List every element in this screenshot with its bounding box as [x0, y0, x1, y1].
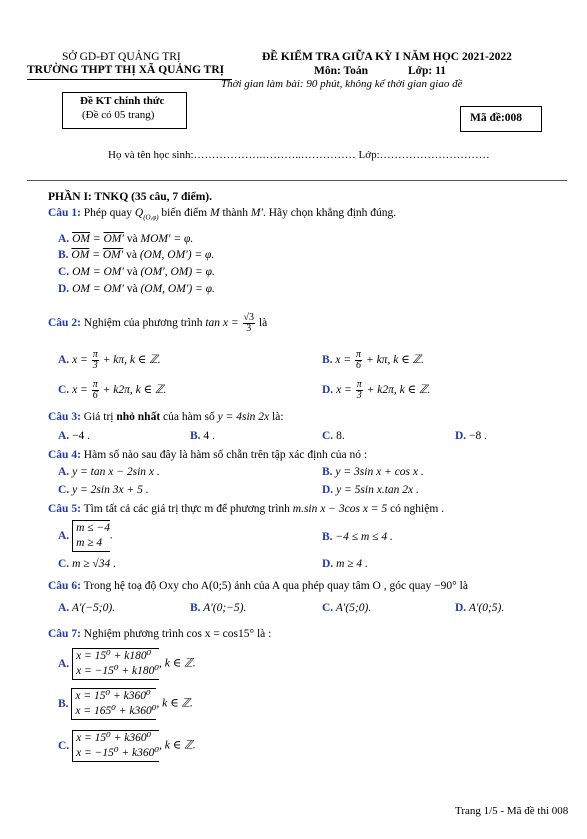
- q6-option-b: B. A′(0;−5).: [190, 602, 247, 614]
- q4-option-d: D. y = 5sin x.tan 2x .: [322, 484, 419, 496]
- question-4: Câu 4: Hàm số nào sau đây là hàm số chẵn trên tập xác định của nó :: [48, 449, 368, 461]
- question-1: [48, 207, 396, 221]
- part-title: PHẦN I: TNKQ (35 câu, 7 điểm).: [48, 191, 212, 203]
- school-underline: [27, 79, 232, 80]
- question-6: Câu 6: Trong hệ toạ độ Oxy cho A(0;5) ảnh của A qua phép quay tâm O , góc quay −90° là: [48, 580, 468, 592]
- q1-label: Câu 1:: [48, 207, 81, 219]
- q4-option-a: A. y = tan x − 2sin x .: [58, 466, 160, 478]
- grade: Lớp: 11: [408, 65, 447, 77]
- exam-code: Mã đề:008: [470, 112, 523, 124]
- q4-option-c: C. y = 2sin 3x + 5 .: [58, 484, 149, 496]
- subject: Môn: Toán: [314, 65, 369, 77]
- q1-point-m: M: [209, 207, 220, 219]
- q5-option-d: D. m ≥ 4 .: [322, 558, 368, 570]
- official-label: Đề KT chính thức: [80, 95, 165, 107]
- q7-option-a: A. x = 15⁰ + k180⁰ x = −15⁰ + k180⁰, k ∈ ℤ.: [58, 648, 196, 680]
- exam-time: Thời gian làm bài: 90 phút, không kể thời gian giao đề: [221, 78, 463, 90]
- question-5: Câu 5: Tìm tất cả các giá trị thực m để phương trình m.sin x − 3cos x = 5 có nghiệm .: [48, 503, 445, 515]
- q2-option-a: A. x = $\frac{\pi}{3}$ + kπ, k ∈ ℤ.: [58, 349, 161, 371]
- exam-title: ĐỀ KIỂM TRA GIỮA KỲ I NĂM HỌC 2021-2022: [262, 51, 512, 63]
- student-info-line: Họ và tên học sinh:……………….………..…………… Lớp:…………………………: [108, 149, 490, 161]
- page-footer: Trang 1/5 - Mã đề thi 008: [455, 805, 569, 817]
- q6-option-c: C. A′(5;0).: [322, 602, 372, 614]
- q5-option-a: A. m ≤ −4 m ≥ 4.: [58, 520, 113, 552]
- q1-point-m-prime: M′: [250, 207, 263, 219]
- question-3: Câu 3: Giá trị nhỏ nhất của hàm số y = 4sin 2x là:: [48, 411, 284, 423]
- question-7: Câu 7: Nghiệm phương trình cos x = cos15° là :: [48, 628, 272, 640]
- q6-option-d: D. A′(0;5).: [455, 602, 505, 614]
- q1-text-a: Phép quay: [83, 207, 133, 219]
- q6-option-a: A. A′(−5;0).: [58, 602, 116, 614]
- q1-rotation-symbol: $Q_{(O,\varphi)}$: [134, 207, 159, 222]
- page-count: (Đề có 05 trang): [82, 109, 155, 121]
- question-2: Câu 2: Nghiệm của phương trình tan x = $\frac{√3}{3}$ là: [48, 312, 268, 334]
- q1-option-d: D. OM = OM′ và (OM, OM′) = φ.: [58, 283, 215, 295]
- q3-option-d: D. −8 .: [455, 430, 488, 442]
- q1-text-b: biến điểm: [161, 207, 208, 219]
- q2-option-c: C. x = $\frac{\pi}{6}$ + k2π, k ∈ ℤ.: [58, 379, 167, 401]
- school-name: TRƯỜNG THPT THỊ XÃ QUẢNG TRỊ: [27, 64, 225, 76]
- q2-option-d: D. x = $\frac{\pi}{3}$ + k2π, k ∈ ℤ.: [322, 379, 431, 401]
- q3-option-b: B. 4 .: [190, 430, 215, 442]
- q7-option-b: B. x = 15⁰ + k360⁰ x = 165⁰ + k360⁰, k ∈ ℤ.: [58, 688, 193, 720]
- q2-option-b: B. x = $\frac{\pi}{6}$ + kπ, k ∈ ℤ.: [322, 349, 424, 371]
- dept-name: SỞ GD-ĐT QUẢNG TRỊ: [62, 51, 181, 63]
- q5-option-b: B. −4 ≤ m ≤ 4 .: [322, 531, 393, 543]
- q1-text-d: . Hãy chọn khẳng định đúng.: [262, 207, 397, 219]
- q1-option-a: A. $\overline{OM} = OM'$ và MOM′ = φ.: [58, 233, 194, 245]
- q3-option-a: A. −4 .: [58, 430, 91, 442]
- q4-option-b: B. y = 3sin x + cos x .: [322, 466, 424, 478]
- q1-option-b: B. $\overline{OM} = OM'$ và (OM, OM′) = φ.: [58, 249, 215, 261]
- q1-option-c: C. OM = OM′ và (OM′, OM) = φ.: [58, 266, 215, 278]
- divider: [27, 180, 567, 181]
- q5-option-c: C. m ≥ √34 .: [58, 558, 116, 570]
- q1-text-c: thành: [222, 207, 248, 219]
- q7-option-c: C. x = 15⁰ + k360⁰ x = −15⁰ + k360⁰, k ∈ ℤ.: [58, 730, 196, 762]
- q3-option-c: C. 8.: [322, 430, 345, 442]
